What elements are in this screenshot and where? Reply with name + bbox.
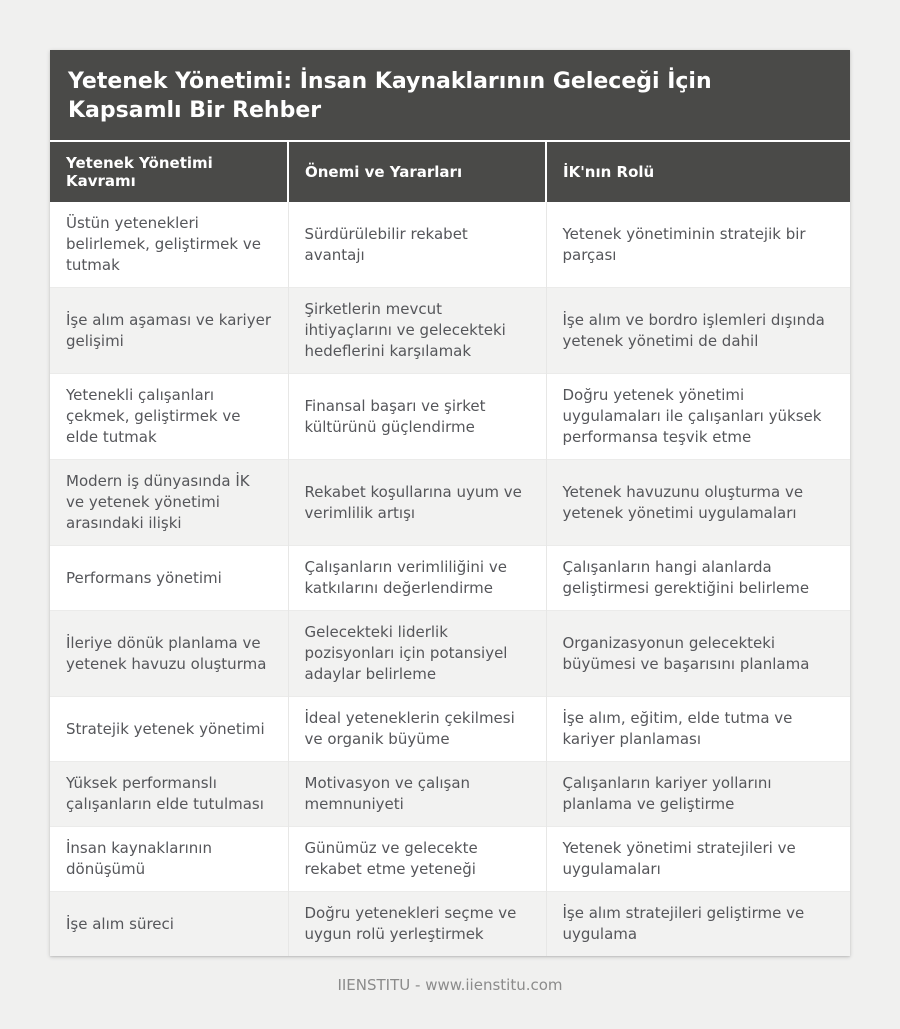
hr-role-cell: Doğru yetenek yönetimi uygulamaları ile çalışanları yüksek performansa teşvik etme [546,374,850,460]
table-row [50,827,850,892]
importance-cell: Finansal başarı ve şirket kültürünü güçlendirme [288,374,546,460]
concept-cell: Stratejik yetenek yönetimi [50,697,288,762]
footer-credit: IIENSTITU - www.iienstitu.com [337,976,563,995]
hr-role-cell: Çalışanların hangi alanlarda geliştirmesi gerektiğini belirleme [546,546,850,611]
table-row [50,762,850,827]
column-header-hr-role: İK'nın Rolü [546,141,850,202]
concept-cell: Üstün yetenekleri belirlemek, geliştirmek ve tutmak [50,202,288,288]
concept-cell: İşe alım aşaması ve kariyer gelişimi [50,288,288,374]
column-header-concept: Yetenek Yönetimi Kavramı [50,141,288,202]
importance-cell: Motivasyon ve çalışan memnuniyeti [288,762,546,827]
importance-cell: Şirketlerin mevcut ihtiyaçlarını ve gelecekteki hedeflerini karşılamak [288,288,546,374]
hr-role-cell: Yetenek yönetimi stratejileri ve uygulamaları [546,827,850,892]
table-row [50,546,850,611]
talent-management-table [50,140,850,956]
concept-cell: İnsan kaynaklarının dönüşümü [50,827,288,892]
hr-role-cell: Yetenek havuzunu oluşturma ve yetenek yönetimi uygulamaları [546,460,850,546]
concept-cell: İşe alım süreci [50,892,288,957]
importance-cell: Çalışanların verimliliğini ve katkılarını değerlendirme [288,546,546,611]
column-header-importance: Önemi ve Yararları [288,141,546,202]
concept-cell: İleriye dönük planlama ve yetenek havuzu oluşturma [50,611,288,697]
hr-role-cell: Organizasyonun gelecekteki büyümesi ve başarısını planlama [546,611,850,697]
concept-cell: Modern iş dünyasında İK ve yetenek yönetimi arasındaki ilişki [50,460,288,546]
hr-role-cell: Yetenek yönetiminin stratejik bir parçası [546,202,850,288]
importance-cell: Günümüz ve gelecekte rekabet etme yeteneği [288,827,546,892]
table-row [50,892,850,957]
table-row [50,288,850,374]
table-header-row [50,141,850,202]
hr-role-cell: İşe alım, eğitim, elde tutma ve kariyer planlaması [546,697,850,762]
hr-role-cell: Çalışanların kariyer yollarını planlama ve geliştirme [546,762,850,827]
table-row [50,611,850,697]
table-row [50,202,850,288]
importance-cell: Gelecekteki liderlik pozisyonları için potansiyel adaylar belirleme [288,611,546,697]
concept-cell: Performans yönetimi [50,546,288,611]
page-title: Yetenek Yönetimi: İnsan Kaynaklarının Geleceği İçin Kapsamlı Bir Rehber [50,50,850,140]
table-row [50,374,850,460]
importance-cell: Sürdürülebilir rekabet avantajı [288,202,546,288]
hr-role-cell: İşe alım stratejileri geliştirme ve uygulama [546,892,850,957]
importance-cell: Rekabet koşullarına uyum ve verimlilik artışı [288,460,546,546]
concept-cell: Yüksek performanslı çalışanların elde tutulması [50,762,288,827]
content-card [50,50,850,956]
table-row [50,697,850,762]
concept-cell: Yetenekli çalışanları çekmek, geliştirmek ve elde tutmak [50,374,288,460]
hr-role-cell: İşe alım ve bordro işlemleri dışında yetenek yönetimi de dahil [546,288,850,374]
importance-cell: İdeal yeteneklerin çekilmesi ve organik büyüme [288,697,546,762]
importance-cell: Doğru yetenekleri seçme ve uygun rolü yerleştirmek [288,892,546,957]
table-row [50,460,850,546]
